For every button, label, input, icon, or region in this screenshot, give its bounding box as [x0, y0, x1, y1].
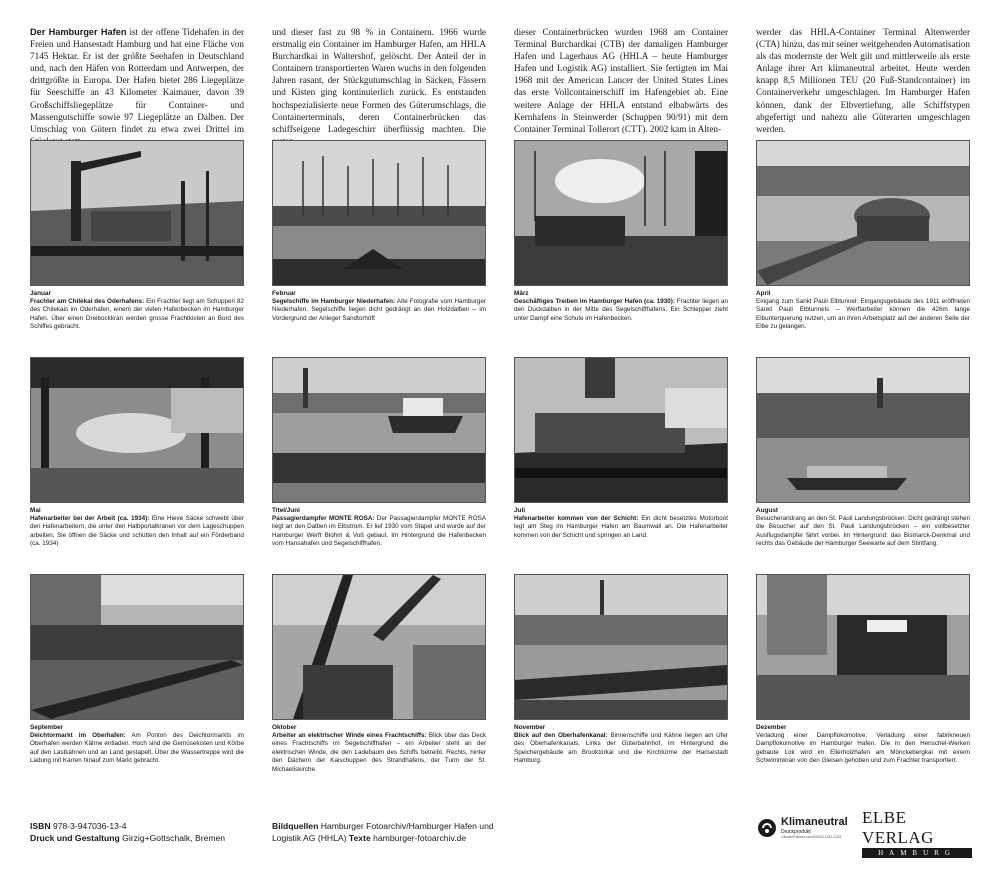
caption-text: Besucherandrang an den St. Pauli Landungsbrücken: Dicht gedrängt stehen die Besucher auf den St. Pauli Landungsbrücken – ein vollbesetzter Ausflugsdampfer fährt vorbei. Im Hintergrund: das Bismarck-Denkmal und rechts das Gebäude der Hamburger Seewarte auf dem Stintfang.	[756, 515, 970, 548]
intro-column-4: werder das HHLA-Container Terminal Altenwerder (CTA) hinzu, das mit seiner weitgehenden Automatisation als das modernste der Welt gilt und mittlerweile als erste Anlage ihrer Art klimaneutral arbeitet. Heute werden knapp 8,5 Millionen TEU (20 Fuß-Standcontainer) im Containerverkehr umgeschlagen. Im Hamburger Hafen können, dank der Elbvertiefung, alle Schiffstypen abgefertigt und nahezu alle Güterarten umgeschlagen werden.	[756, 27, 970, 134]
caption-text: Verladung einer Dampflokomotive: Verladung einer fabrikneuen Dampflokomotive im Hamburger Hafen. Die in den Henschel-Werken gebaute Lok wird im Ellerholzhafen am Mönckebergkai mit einem Schwimmkran von den Gleisen gehoben und zum Frachter transportiert.	[756, 732, 970, 765]
month-card	[756, 574, 970, 791]
month-label: November	[514, 724, 546, 731]
texts-value: hamburger-fotoarchiv.de	[373, 832, 467, 843]
month-caption	[30, 515, 244, 549]
month-card	[514, 357, 728, 574]
photo-monte-rosa	[272, 357, 486, 503]
klimaneutral-title: Klimaneutral	[781, 816, 848, 828]
month-card	[272, 357, 486, 574]
sources-value: Hamburger Fotoarchiv/Hamburger Hafen und Logistik AG (HHLA)	[272, 821, 494, 843]
photo-deichtormarkt	[30, 574, 244, 720]
elbe-verlag-logo	[862, 808, 972, 857]
month-label: Oktober	[272, 724, 297, 731]
caption-text: Ein Frachter liegt am Schuppen 82 des Chilekais im Oderhafen, einem der vielen Hafenbecken im Hamburger Hafen. Über einen Dreibockkran werden grosse Frachtkisten an Bord des Schiffes gebracht.	[30, 298, 244, 331]
month-label: Januar	[30, 290, 51, 297]
design-line	[30, 833, 250, 845]
footer-credits	[272, 821, 502, 844]
month-label: Februar	[272, 290, 296, 297]
month-label: Mai	[30, 507, 41, 514]
klimaneutral-id: ClimatePartner.com/53323-1911-1001	[781, 835, 842, 839]
month-caption	[514, 515, 728, 540]
month-label: Juli	[514, 507, 526, 514]
sources-label: Bildquellen	[272, 821, 319, 831]
month-caption	[756, 298, 970, 332]
month-card	[272, 574, 486, 791]
photo-frachter-chilekai	[30, 140, 244, 286]
month-label: Titel/Juni	[272, 507, 300, 514]
month-caption	[272, 298, 486, 323]
caption-text: Alte Fotografie vom Hamburger Niederhafen. Segelschiffe liegen dicht gedrängt an den Holzdalben – im Vordergrund der Anleger Sandtorhöft	[272, 298, 486, 322]
caption-title: Frachter am Chilekai des Oderhafens:	[30, 298, 145, 305]
month-label: Dezember	[756, 724, 787, 731]
month-caption	[514, 298, 728, 323]
caption-text: Eingang zum Sankt Pauli Elbtunnel: Eingangsgebäude des 1911 eröffneten Sankt Pauli Elbtunnels – Werftarbeiter können die 426m lange Elbunterquerung nutzen, um an ihren Arbeitsplatz auf der anderen Seite der Elbe zu gelangen.	[756, 298, 970, 331]
month-caption	[514, 732, 728, 766]
caption-title: Blick auf den Oberhafenkanal:	[514, 732, 608, 739]
month-label: September	[30, 724, 64, 731]
month-card	[514, 140, 728, 357]
caption-text: Ein dicht besetztes Motorboot legt am Steg im Hamburger Hafen am Baumwall an. Die Hafenarbeiter kommen von der Schicht und springen an Land.	[514, 515, 728, 539]
month-grid	[30, 140, 972, 791]
caption-title: Hafenarbeiter kommen von der Schicht:	[514, 515, 639, 522]
isbn-value: 978-3-947036-13-4	[52, 821, 127, 831]
month-label: August	[756, 507, 779, 514]
photo-geschaeftiges-treiben	[514, 140, 728, 286]
klimaneutral-logo	[757, 814, 857, 844]
month-caption	[272, 515, 486, 549]
texts-label: Texte	[348, 832, 371, 843]
caption-title: Passagierdampfer MONTE ROSA:	[272, 515, 375, 522]
caption-title: Deichtormarkt im Oberhafen:	[30, 732, 126, 739]
month-caption	[756, 732, 970, 766]
photo-segelschiffe	[272, 140, 486, 286]
klimaneutral-sub: Druckprodukt	[781, 829, 811, 835]
caption-title: Segelschiffe im Hamburger Niederhafen:	[272, 298, 396, 305]
caption-title: Geschäftiges Treiben im Hamburger Hafen (ca. 1930):	[514, 298, 675, 305]
isbn-line	[30, 821, 250, 833]
klimaneutral-icon	[757, 818, 777, 838]
design-label: Druck und Gestaltung	[30, 832, 120, 843]
caption-text: Blick über das Deck eines Frachtschiffs im Segelschiffhafen – ein Arbeiter steht an der elektrischen Winde, die den Ladebaum des Schiffs betreibt. Rechts, hinter den Dächern der Kaischuppen des Strandhafens, der Turm der St. Michaeliskirche.	[272, 732, 486, 773]
intro-title: Der Hamburger Hafen	[30, 27, 127, 37]
month-card	[30, 357, 244, 574]
photo-oberhafenkanal	[514, 574, 728, 720]
caption-title: Hafenarbeiter bei der Arbeit (ca. 1934):	[30, 515, 150, 522]
design-value: Girzig+Gottschalk, Bremen	[122, 832, 226, 843]
caption-text: Am Ponton des Deichtormarkts im Oberhafen werden Kähne entladen. Hoch sind die Gemüsekisten und Körbe auf den Lastkähnen und an Land gestapelt. Über die Wassertreppe wird die Ladung mit Karren hinauf zum Markt gebracht.	[30, 732, 244, 765]
intro-column-1	[30, 26, 244, 147]
month-card	[514, 574, 728, 791]
footer-imprint	[30, 821, 250, 844]
elbe-verlag-title: ELBE VERLAG	[862, 808, 934, 847]
month-card	[272, 140, 486, 357]
caption-text: Binnenschiffe und Kähne liegen am Ufer des Oberhafenkanals. Links der Güterbahnhof, im Hintergrund die Speichergebäude am Brooktorkai und die Kirchtürme der Hansestadt Hamburg.	[514, 732, 728, 765]
photo-winde-frachtschiff	[272, 574, 486, 720]
photo-dampflokomotive	[756, 574, 970, 720]
month-caption	[30, 732, 244, 766]
photo-motorboot	[514, 357, 728, 503]
intro-text	[30, 26, 972, 147]
intro-col1-text: ist der offene Tidehafen in der Freien und Hansestadt Hamburg und hat eine Fläche von 7145 Hektar. Er ist der größte Seehafen in Deutschland und, nach den Häfen von Rotterdam und Antwerpen, der drittgrößte in Europa. Der Hafen bietet 286 Liegeplätze für Seeschiffe an 43 Kilometer Kaimauer, davon 39 Großschiffsliegeplätze für Container- und Massengutschiffe sowie 97 Liegeplätze an Dalben. Der Umschlag von Gütern findet zu etwa zwei Drittel im	[30, 27, 245, 134]
month-caption	[30, 298, 244, 332]
month-label: März	[514, 290, 529, 297]
elbe-verlag-city: HAMBURG	[862, 848, 972, 858]
caption-text: Eine Hieve Säcke schwebt über den Hafenarbeitern, die unter den Halbportalkranen vor dem Lageschuppen arbeiten. Sie öffnen die Säcke und schütten den Inhalt auf ein Förderband (ca. 1934)	[30, 515, 244, 548]
month-card	[756, 140, 970, 357]
month-caption	[756, 515, 970, 549]
month-card	[756, 357, 970, 574]
month-card	[30, 140, 244, 357]
isbn-label: ISBN	[30, 821, 51, 831]
photo-hafenarbeiter	[30, 357, 244, 503]
caption-title: Arbeiter an elektrischer Winde eines Frachtschiffs:	[272, 732, 427, 739]
caption-text: Der Passagierdampfer MONTE ROSA liegt an den Dalben im Elbstrom. Er lief 1930 vom Stapel und wurde auf der Hamburger Werft Blohm & Voß gebaut. Im Hintergrund die Hafenbecken vom Hansahafen und Segelschiffhafen.	[272, 515, 486, 548]
photo-landungsbruecken	[756, 357, 970, 503]
intro-column-3: dieser Containerbrücken wurden 1968 am Container Terminal Burchardkai (CTB) der damaligen Hamburger Hafen und Lagerhaus AG (HHLA – heute Hamburger Hafen und Logistik AG) installiert. Sie fertigten im Mai 1968 mit der American Lancer der United States Lines das erste Vollcontainerschiff im Hafengebiet ab. Eine weitere Anlage der HHLA entstand elbabwärts des Kernhafens in Steinwerder (Schuppen 90/91) mit dem Container Terminal Tollerort (CTT). 2002 kam in Alten-	[514, 27, 728, 134]
month-label: April	[756, 290, 771, 297]
month-card	[30, 574, 244, 791]
caption-text: Frachter liegen an den Duckdalben in der Mitte des Segelschiffhafens. Ein Schlepper zieht unter Dampf eine Schute im Hafenbecken.	[514, 298, 728, 322]
month-caption	[272, 732, 486, 774]
intro-column-2: und dieser fast zu 98 % in Containern. 1966 wurde erstmalig ein Container im Hamburger Hafen, am HHLA Burchardkai in Waltershof, gelöscht. Der Anteil der in Containern transportierten Waren wuchs in den folgenden Jahren rasant, der Stückgutumschlag in Säcken, Fässern und Kisten ging kontinuierlich zurück. Es entstanden hochspezialisierte neue Formen des Güterumschlags, die Containerterminals, deren Containerbrücken das schiffseigene Ladegeschirr überflüssig machten. Die	[272, 27, 486, 134]
photo-elbtunnel	[756, 140, 970, 286]
